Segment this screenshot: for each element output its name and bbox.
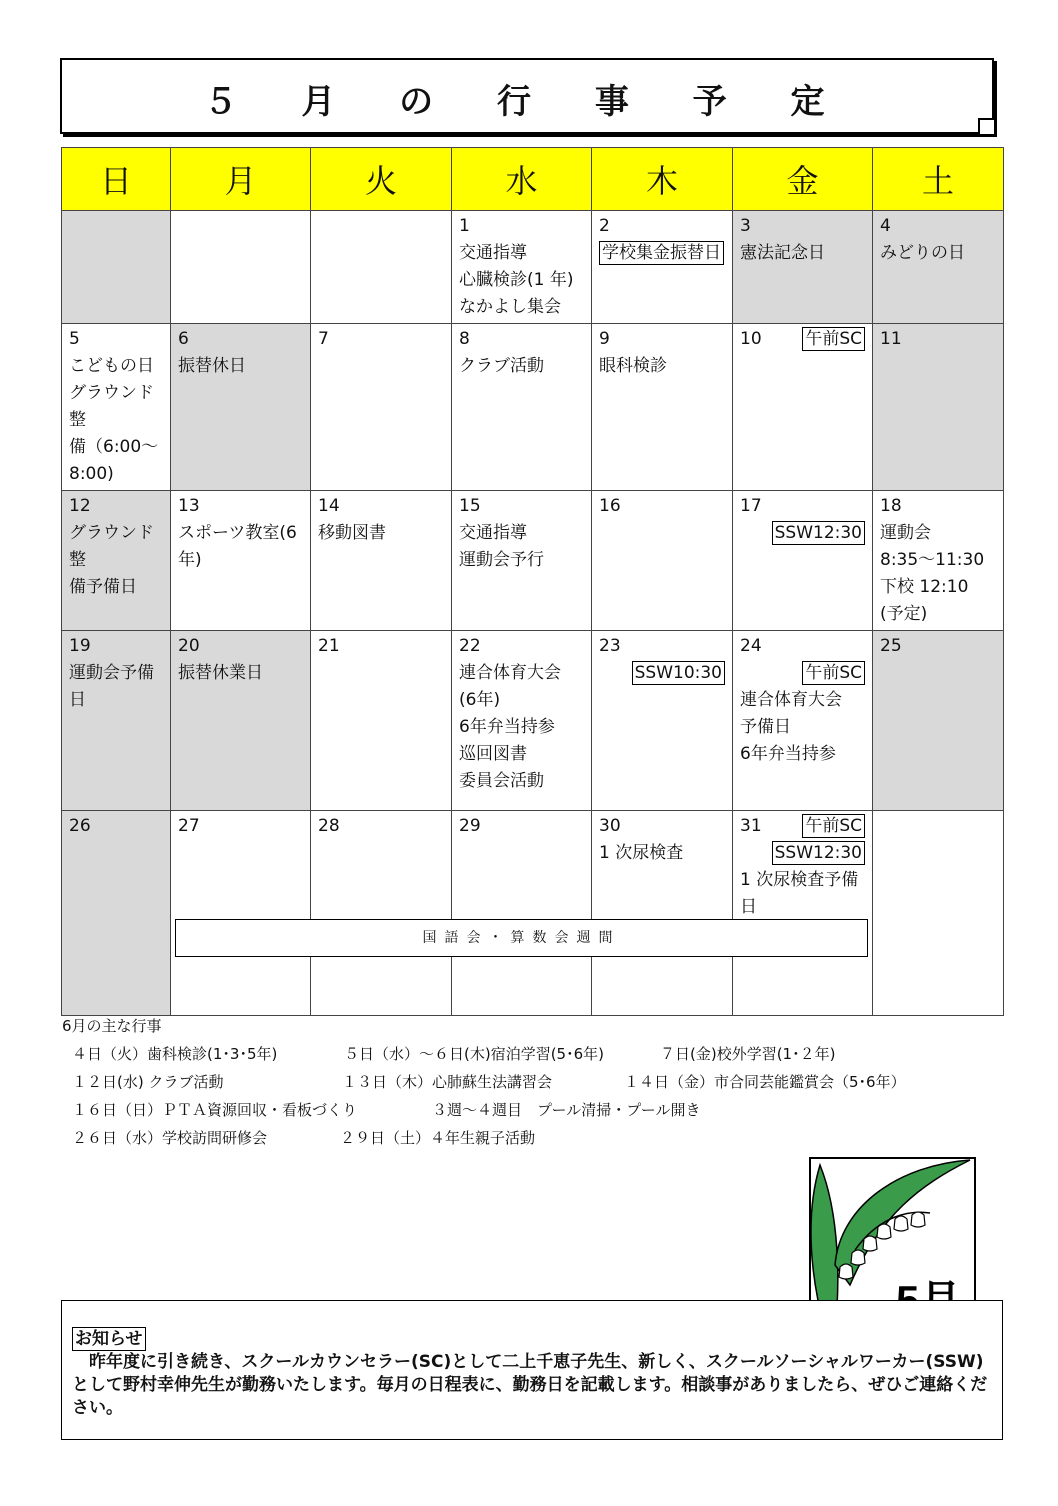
day-number: 14: [318, 496, 340, 516]
day-number: 18: [880, 496, 902, 516]
day-number: 11: [880, 329, 902, 349]
day-number: 28: [318, 816, 340, 836]
june-row: [62, 1124, 536, 1152]
day-number: 31: [740, 816, 762, 836]
day-number: 16: [599, 496, 621, 516]
event: 1 次尿検査予備: [740, 870, 859, 890]
day-cell: [62, 491, 171, 631]
day-cell: [592, 211, 733, 324]
day-cell: [452, 631, 592, 811]
event: 運動会予行: [459, 550, 544, 570]
notice-box: [61, 1300, 1003, 1440]
june-event: １４日（金）市合同芸能鑑賞会（5･6年）: [624, 1073, 906, 1091]
event: 8:00): [69, 464, 114, 484]
event: クラブ活動: [459, 356, 544, 376]
title-box: [60, 58, 994, 134]
boxed-event: SSW10:30: [632, 661, 725, 685]
day-number: 10: [740, 329, 762, 349]
day-number: 4: [880, 216, 891, 236]
week-event-bar: 国語会・算数会週間: [175, 919, 868, 957]
day-cell: [592, 631, 733, 811]
day-number: 22: [459, 636, 481, 656]
event: 備（6:00～: [69, 437, 159, 457]
day-cell-empty: [62, 211, 171, 324]
day-cell: [873, 631, 1004, 811]
day-number: 13: [178, 496, 200, 516]
day-number: 7: [318, 329, 329, 349]
june-event: ２９日（土）４年生親子活動: [340, 1129, 536, 1147]
event: 交通指導: [459, 523, 527, 543]
event: (6年): [459, 690, 501, 710]
week-row: [62, 491, 1004, 631]
day-cell: [171, 811, 311, 1016]
day-number: 23: [599, 636, 621, 656]
event: 6年弁当持参: [459, 717, 555, 737]
event: こどもの日: [69, 356, 154, 376]
event: 6年弁当持参: [740, 744, 836, 764]
event: 運動会: [880, 523, 931, 543]
day-number: 1: [459, 216, 470, 236]
day-number: 21: [318, 636, 340, 656]
calendar-table: [61, 147, 1004, 1016]
june-events: [62, 1012, 906, 1152]
day-cell: [62, 811, 171, 1016]
day-number: 25: [880, 636, 902, 656]
day-cell: [733, 811, 873, 1016]
event: 振替休日: [178, 356, 246, 376]
day-number: 12: [69, 496, 91, 516]
weekday-sat: 土: [873, 148, 1004, 211]
day-number: 5: [69, 329, 80, 349]
week-row: [62, 631, 1004, 811]
june-event: ３週～４週目 プール清掃・プール開き: [432, 1101, 701, 1119]
event: 心臓検診(1 年): [459, 270, 574, 290]
event: 巡回図書: [459, 744, 527, 764]
day-cell: [873, 324, 1004, 491]
day-number: 17: [740, 496, 762, 516]
june-row: [62, 1096, 701, 1124]
notice-title: お知らせ: [72, 1327, 146, 1351]
event: みどりの日: [880, 243, 965, 263]
day-cell: [592, 491, 733, 631]
weekday-wed: 水: [452, 148, 592, 211]
day-cell-empty: [311, 211, 452, 324]
event: グラウンド整: [69, 523, 154, 570]
june-row: [62, 1040, 836, 1068]
day-cell: [873, 211, 1004, 324]
event: 1 次尿検査: [599, 843, 684, 863]
event: 振替休業日: [178, 663, 263, 683]
day-cell: [62, 324, 171, 491]
day-cell: [171, 491, 311, 631]
day-number: 2: [599, 216, 610, 236]
june-event: ５日（水）～６日(木)宿泊学習(5･6年): [344, 1045, 604, 1063]
day-cell: [733, 491, 873, 631]
weekday-mon: 月: [171, 148, 311, 211]
day-number: 6: [178, 329, 189, 349]
day-cell: [592, 324, 733, 491]
june-row: [62, 1068, 906, 1096]
day-number: 26: [69, 816, 91, 836]
day-cell: [733, 211, 873, 324]
notice-body: 昨年度に引き続き、スクールカウンセラー(SC)として二上千恵子先生、新しく、スクールソーシャルワーカー(SSW)として野村幸伸先生が勤務いたします。毎月の日程表に、勤務日を記載します。相談事がありましたら、ぜひご連絡ください。: [72, 1352, 988, 1418]
day-number: 27: [178, 816, 200, 836]
june-event: １２日(水) クラブ活動: [72, 1073, 224, 1091]
page-curl: [978, 118, 994, 134]
june-event: ４日（火）歯科検診(1･3･5年): [72, 1045, 278, 1063]
event: 8:35～11:30: [880, 550, 985, 570]
boxed-event: 午前SC: [802, 814, 865, 838]
day-cell: [452, 211, 592, 324]
boxed-event: 午前SC: [802, 327, 865, 351]
week-row: [62, 211, 1004, 324]
event: (予定): [880, 604, 928, 624]
event: 委員会活動: [459, 771, 544, 791]
weekday-thu: 木: [592, 148, 733, 211]
day-cell: [311, 811, 452, 1016]
june-event: １６日（日）ＰＴＡ資源回収・看板づくり: [72, 1101, 358, 1119]
day-cell: [311, 324, 452, 491]
day-cell: [452, 811, 592, 1016]
page-title: ５ 月 の 行 事 予 定: [203, 82, 851, 122]
day-number: 9: [599, 329, 610, 349]
june-title: 6月の主な行事: [62, 1017, 162, 1035]
day-cell: [311, 491, 452, 631]
day-number: 8: [459, 329, 470, 349]
weekday-sun: 日: [62, 148, 171, 211]
event: 運動会予備: [69, 663, 154, 683]
weekday-header-row: [62, 148, 1004, 211]
day-number: 15: [459, 496, 481, 516]
day-cell: [171, 324, 311, 491]
event: 連合体育大会: [459, 663, 561, 683]
weekday-tue: 火: [311, 148, 452, 211]
day-cell-empty: [873, 811, 1004, 1016]
day-cell: [62, 631, 171, 811]
event: 予備日: [740, 717, 791, 737]
day-number: 20: [178, 636, 200, 656]
weekday-fri: 金: [733, 148, 873, 211]
event: 年): [178, 550, 202, 570]
day-cell: [873, 491, 1004, 631]
day-number: 19: [69, 636, 91, 656]
day-cell: [592, 811, 733, 1016]
day-cell: [733, 324, 873, 491]
day-cell: [452, 491, 592, 631]
event: 移動図書: [318, 523, 386, 543]
boxed-event: 午前SC: [802, 661, 865, 685]
june-event: ２６日（水）学校訪問研修会: [72, 1129, 268, 1147]
boxed-event: 学校集金振替日: [599, 241, 724, 265]
day-number: 3: [740, 216, 751, 236]
day-number: 30: [599, 816, 621, 836]
event: なかよし集会: [459, 297, 561, 317]
day-cell: [311, 631, 452, 811]
june-event: １３日（木）心肺蘇生法講習会: [342, 1073, 553, 1091]
week-row: [62, 324, 1004, 491]
day-cell: [171, 631, 311, 811]
day-cell: [733, 631, 873, 811]
event: グラウンド整: [69, 383, 154, 430]
boxed-event: SSW12:30: [772, 521, 865, 545]
event: スポーツ教室(6: [178, 523, 297, 543]
event: 憲法記念日: [740, 243, 825, 263]
event: 備予備日: [69, 577, 137, 597]
event: 交通指導: [459, 243, 527, 263]
event: 連合体育大会: [740, 690, 842, 710]
day-cell-empty: [171, 211, 311, 324]
event: 日: [740, 897, 757, 917]
day-number: 29: [459, 816, 481, 836]
day-cell: [452, 324, 592, 491]
boxed-event: SSW12:30: [772, 841, 865, 865]
week-row: [62, 811, 1004, 1016]
june-event: ７日(金)校外学習(1･２年): [660, 1045, 836, 1063]
event: 眼科検診: [599, 356, 667, 376]
event: 下校 12:10: [880, 577, 969, 597]
event: 日: [69, 690, 86, 710]
day-number: 24: [740, 636, 762, 656]
